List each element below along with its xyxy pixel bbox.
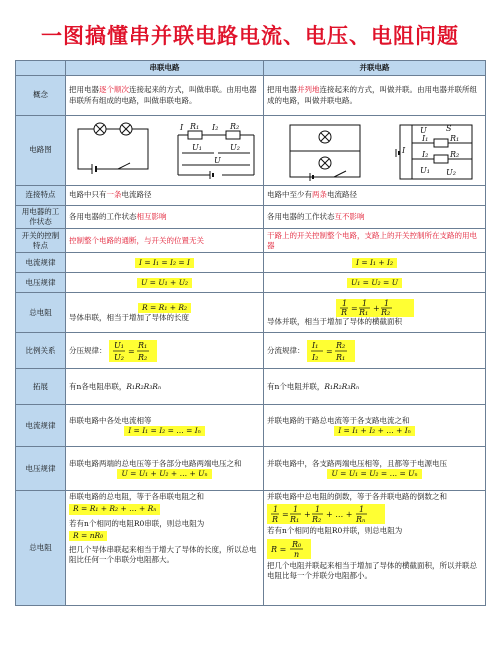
svg-text:U₂: U₂: [229, 142, 240, 152]
svg-text:R₁: R₁: [189, 121, 199, 131]
svg-text:1: 1: [359, 505, 365, 515]
row-label-resistance: 总电阻: [16, 293, 66, 333]
voltage2-parallel-text: 并联电路中，各支路两端电压相等，且都等于电源电压: [267, 458, 447, 468]
svg-text:R₂: R₂: [312, 515, 322, 525]
parallel-circuit-diagram: [264, 116, 486, 186]
svg-text:+: +: [304, 510, 311, 520]
row-label-resistance2: 总电阻: [16, 491, 66, 606]
resistance2-series-text1: 串联电路的总电阻，等于各串联电阻之和: [69, 492, 204, 502]
voltage-divider-formula: [109, 340, 157, 362]
svg-text:I: I: [179, 122, 183, 132]
svg-text:R₁: R₁: [290, 515, 300, 525]
row-label-current: 电流规律: [16, 253, 66, 273]
current2-parallel-text: 并联电路的干路总电流等于各支路电流之和: [267, 415, 410, 425]
svg-text:=: =: [127, 346, 135, 356]
voltage-series-formula: U = U₁ + U₂: [137, 278, 192, 288]
current2-series-text: 串联电路中各处电流相等: [69, 415, 152, 425]
svg-text:U₂: U₂: [113, 352, 124, 362]
header-parallel: 并联电路: [264, 61, 486, 76]
svg-text:1: 1: [293, 505, 299, 515]
header-series: 串联电路: [66, 61, 264, 76]
current-series-formula: I = I₁ = I₂ = I: [135, 258, 194, 268]
extension-parallel-text: 有n个电阻并联，: [267, 381, 325, 391]
voltage2-series-formula: U = U₁ + U₂ + … + Uₙ: [117, 469, 211, 479]
comparison-table: [15, 60, 486, 606]
working-series: 各用电器的工作状态相互影响: [66, 206, 264, 229]
svg-text:1: 1: [315, 505, 321, 515]
current2-series-formula: I = I₁ = I₂ = … = Iₙ: [124, 426, 205, 436]
svg-text:R₂: R₂: [449, 149, 459, 159]
page-title: 一图搞懂串并联电路电流、电压、电阻问题: [41, 24, 459, 48]
svg-text:=: =: [325, 346, 333, 356]
svg-text:U₁: U₁: [191, 142, 202, 152]
resistance-series-text: 导体串联，相当于增加了导体的长度: [69, 312, 189, 322]
svg-text:I₁: I₁: [311, 340, 319, 350]
svg-text:U₂: U₂: [445, 167, 456, 177]
row-label-voltage: 电压规律: [16, 273, 66, 293]
svg-text:R =: R =: [271, 544, 287, 554]
svg-text:I₁: I₁: [421, 133, 428, 143]
resistance2-series-text3: 把几个导体串联起来相当于增大了导体的长度，所以总电阻比任何一个串联分电阻都大。: [69, 544, 257, 564]
ratio-series-prefix: 分压规律：: [69, 345, 107, 355]
voltage2-series-text: 串联电路两端的总电压等于各部分电路两端电压之和: [69, 458, 242, 468]
current-divider-formula: [307, 340, 355, 362]
resistance2-parallel-text1: 并联电路中总电阻的倒数，等于各并联电路的倒数之和: [267, 492, 447, 502]
svg-text:1: 1: [361, 298, 367, 308]
resistance-series-formula: R = R₁ + R₂: [138, 303, 191, 313]
voltage2-parallel-formula: U = U₁ = U₂ = … = Uₙ: [327, 469, 421, 479]
row-label-concept: 概念: [16, 76, 66, 116]
resistance2-parallel-formula2: [267, 539, 311, 559]
svg-text:U₁: U₁: [113, 340, 124, 350]
svg-text:R₀: R₀: [292, 539, 302, 549]
svg-text:R₂: R₂: [229, 121, 239, 131]
row-label-connection: 连接特点: [16, 186, 66, 206]
resistance-parallel-text: 导体并联，相当于增加了导体的横截面积: [267, 316, 402, 326]
svg-text:1: 1: [341, 298, 347, 308]
svg-text:R₁: R₁: [137, 340, 148, 350]
resistance2-parallel-text3: 把几个电阻并联起来相当于增加了导体的横截面积，所以并联总电阻比每一个并联分电阻都小。: [267, 560, 477, 580]
row-label-extension: 拓展: [16, 369, 66, 405]
working-parallel: 各用电器的工作状态互不影响: [264, 206, 486, 229]
concept-parallel: 把用电器并列地连接起来的方式，叫做并联。由用电器并联所组成的电路，叫做并联电路。: [264, 76, 486, 116]
connection-series: 电路中只有一条电流路径: [66, 186, 264, 206]
resistance2-series-formula2: R = nR₀: [69, 531, 107, 541]
svg-text:R₂: R₂: [335, 340, 346, 350]
voltage-parallel-formula: U₁ = U₂ = U: [347, 278, 402, 288]
svg-text:I₂: I₂: [311, 352, 319, 362]
resistance2-parallel-text2: 若有n个相同的电阻R0并联，则总电阻为: [267, 526, 403, 536]
concept-series: 把用电器逐个顺次连接起来的方式，叫做串联。由用电器串联所有组成的电路，叫做串联电路。: [66, 76, 264, 116]
svg-text:n: n: [294, 549, 300, 559]
switch-series: 控制整个电路的通断，与开关的位置无关: [66, 229, 264, 253]
svg-text:I: I: [401, 145, 405, 155]
svg-text:1: 1: [273, 505, 279, 515]
svg-text:1: 1: [383, 298, 389, 308]
ratio-parallel-prefix: 分流规律：: [267, 345, 305, 355]
resistance2-parallel-formula1: [267, 504, 385, 524]
row-label-working: 用电器的工作状态: [16, 206, 66, 229]
svg-text:U: U: [419, 125, 427, 135]
svg-text:=: =: [350, 303, 358, 313]
row-label-ratio: 比例关系: [16, 333, 66, 369]
svg-text:I₂: I₂: [211, 122, 218, 132]
svg-text:U₁: U₁: [419, 165, 430, 175]
svg-text:+ … +: + … +: [326, 510, 353, 520]
current2-parallel-formula: I = I₁ + I₂ + … + Iₙ: [334, 426, 415, 436]
row-label-diagram: 电路图: [16, 116, 66, 186]
connection-parallel: 电路中至少有两条电流路径: [264, 186, 486, 206]
svg-text:R₁: R₁: [449, 133, 459, 143]
row-label-switch: 开关的控制特点: [16, 229, 66, 253]
svg-text:U: U: [213, 155, 221, 165]
svg-text:R₁: R₁: [358, 307, 368, 317]
svg-text:+: +: [372, 303, 380, 313]
svg-text:=: =: [282, 510, 289, 520]
svg-text:I₂: I₂: [421, 149, 428, 159]
header-corner: [16, 61, 66, 76]
resistance2-series-text2: 若有n个相同的电阻R0串联，则总电阻为: [69, 518, 205, 528]
row-label-voltage2: 电压规律: [16, 447, 66, 491]
current-parallel-formula: I = I₁ + I₂: [352, 258, 397, 268]
extension-series-text: 有n各电阻串联，: [69, 381, 127, 391]
svg-text:R₂: R₂: [137, 352, 148, 362]
extension-parallel-formula: R₁R₂R₃Rₙ: [324, 381, 359, 391]
svg-text:R: R: [340, 307, 347, 317]
svg-text:Rₙ: Rₙ: [356, 515, 366, 525]
series-circuit-diagram: [66, 116, 264, 186]
extension-series-formula: R₁R₂R₃Rₙ: [126, 381, 161, 391]
svg-text:S: S: [445, 123, 451, 133]
svg-text:R: R: [272, 515, 279, 525]
switch-parallel: 干路上的开关控制整个电路，支路上的开关控制所在支路的用电器: [264, 229, 486, 253]
svg-text:R₂: R₂: [380, 307, 390, 317]
svg-text:R₁: R₁: [335, 352, 346, 362]
row-label-current2: 电流规律: [16, 405, 66, 447]
resistance2-series-formula1: R = R₁ + R₂ + … + Rₙ: [69, 504, 160, 514]
resistance-parallel-formula: [336, 299, 414, 317]
